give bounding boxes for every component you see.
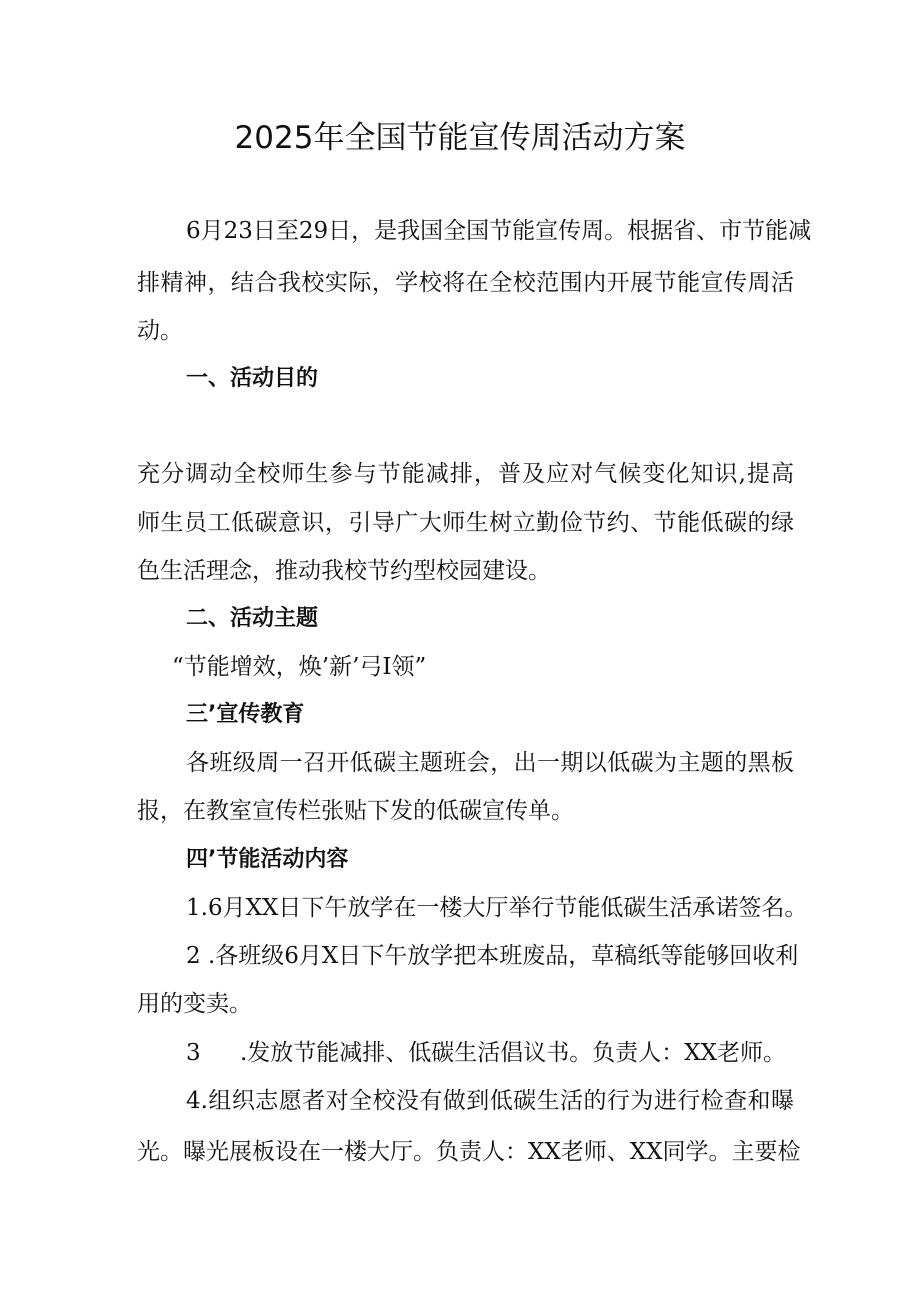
section-1-heading: 一、活动目的 bbox=[186, 366, 319, 391]
section-4-item-2-line-1: 2 .各班级6月X日下午放学把本班废品，草稿纸等能够回收利 bbox=[186, 943, 799, 969]
section-2-theme: “节能增效，焕’新’弓I领” bbox=[172, 654, 427, 680]
section-4-item-3-number: 3 bbox=[186, 1040, 201, 1066]
section-1-line-2: 师生员工低碳意识，引导广大师生树立勤俭节约、节能低碳的绿 bbox=[137, 510, 794, 536]
intro-line-2: 排精神，结合我校实际，学校将在全校范围内开展节能宣传周活 bbox=[137, 270, 794, 296]
intro-line-1: 6月23日至29日，是我国全国节能宣传周。根据省、市节能减 bbox=[186, 218, 812, 244]
section-1-line-3: 色生活理念，推动我校节约型校园建设。 bbox=[137, 558, 551, 584]
section-3-heading: 三’宣传教育 bbox=[186, 702, 305, 727]
section-4-item-1: 1.6月XX日下午放学在一楼大厅举行节能低碳生活承诺签名。 bbox=[186, 895, 808, 921]
section-4-item-3-text: .发放节能减排、低碳生活倡议书。负责人：XX老师。 bbox=[240, 1040, 787, 1066]
section-4-heading: 四’节能活动内容 bbox=[186, 847, 349, 872]
section-3-line-1: 各班级周一召开低碳主题班会，出一期以低碳为主题的黑板 bbox=[186, 750, 794, 776]
section-3-line-2: 报，在教室宣传栏张贴下发的低碳宣传单。 bbox=[137, 798, 574, 824]
section-4-item-2-line-2: 用的变卖。 bbox=[137, 991, 252, 1017]
section-2-heading: 二、活动主题 bbox=[186, 606, 319, 631]
intro-line-3: 动。 bbox=[137, 318, 183, 344]
section-4-item-4-line-1: 4.组织志愿者对全校没有做到低碳生活的行为进行检查和曝 bbox=[186, 1088, 794, 1114]
section-1-line-1: 充分调动全校师生参与节能减排，普及应对气候变化知识,提高 bbox=[137, 461, 794, 487]
section-4-item-4-line-2: 光。曝光展板设在一楼大厅。负责人：XX老师、XX同学。主要检 bbox=[137, 1139, 801, 1165]
page-title: 2025年全国节能宣传周活动方案 bbox=[234, 120, 686, 156]
